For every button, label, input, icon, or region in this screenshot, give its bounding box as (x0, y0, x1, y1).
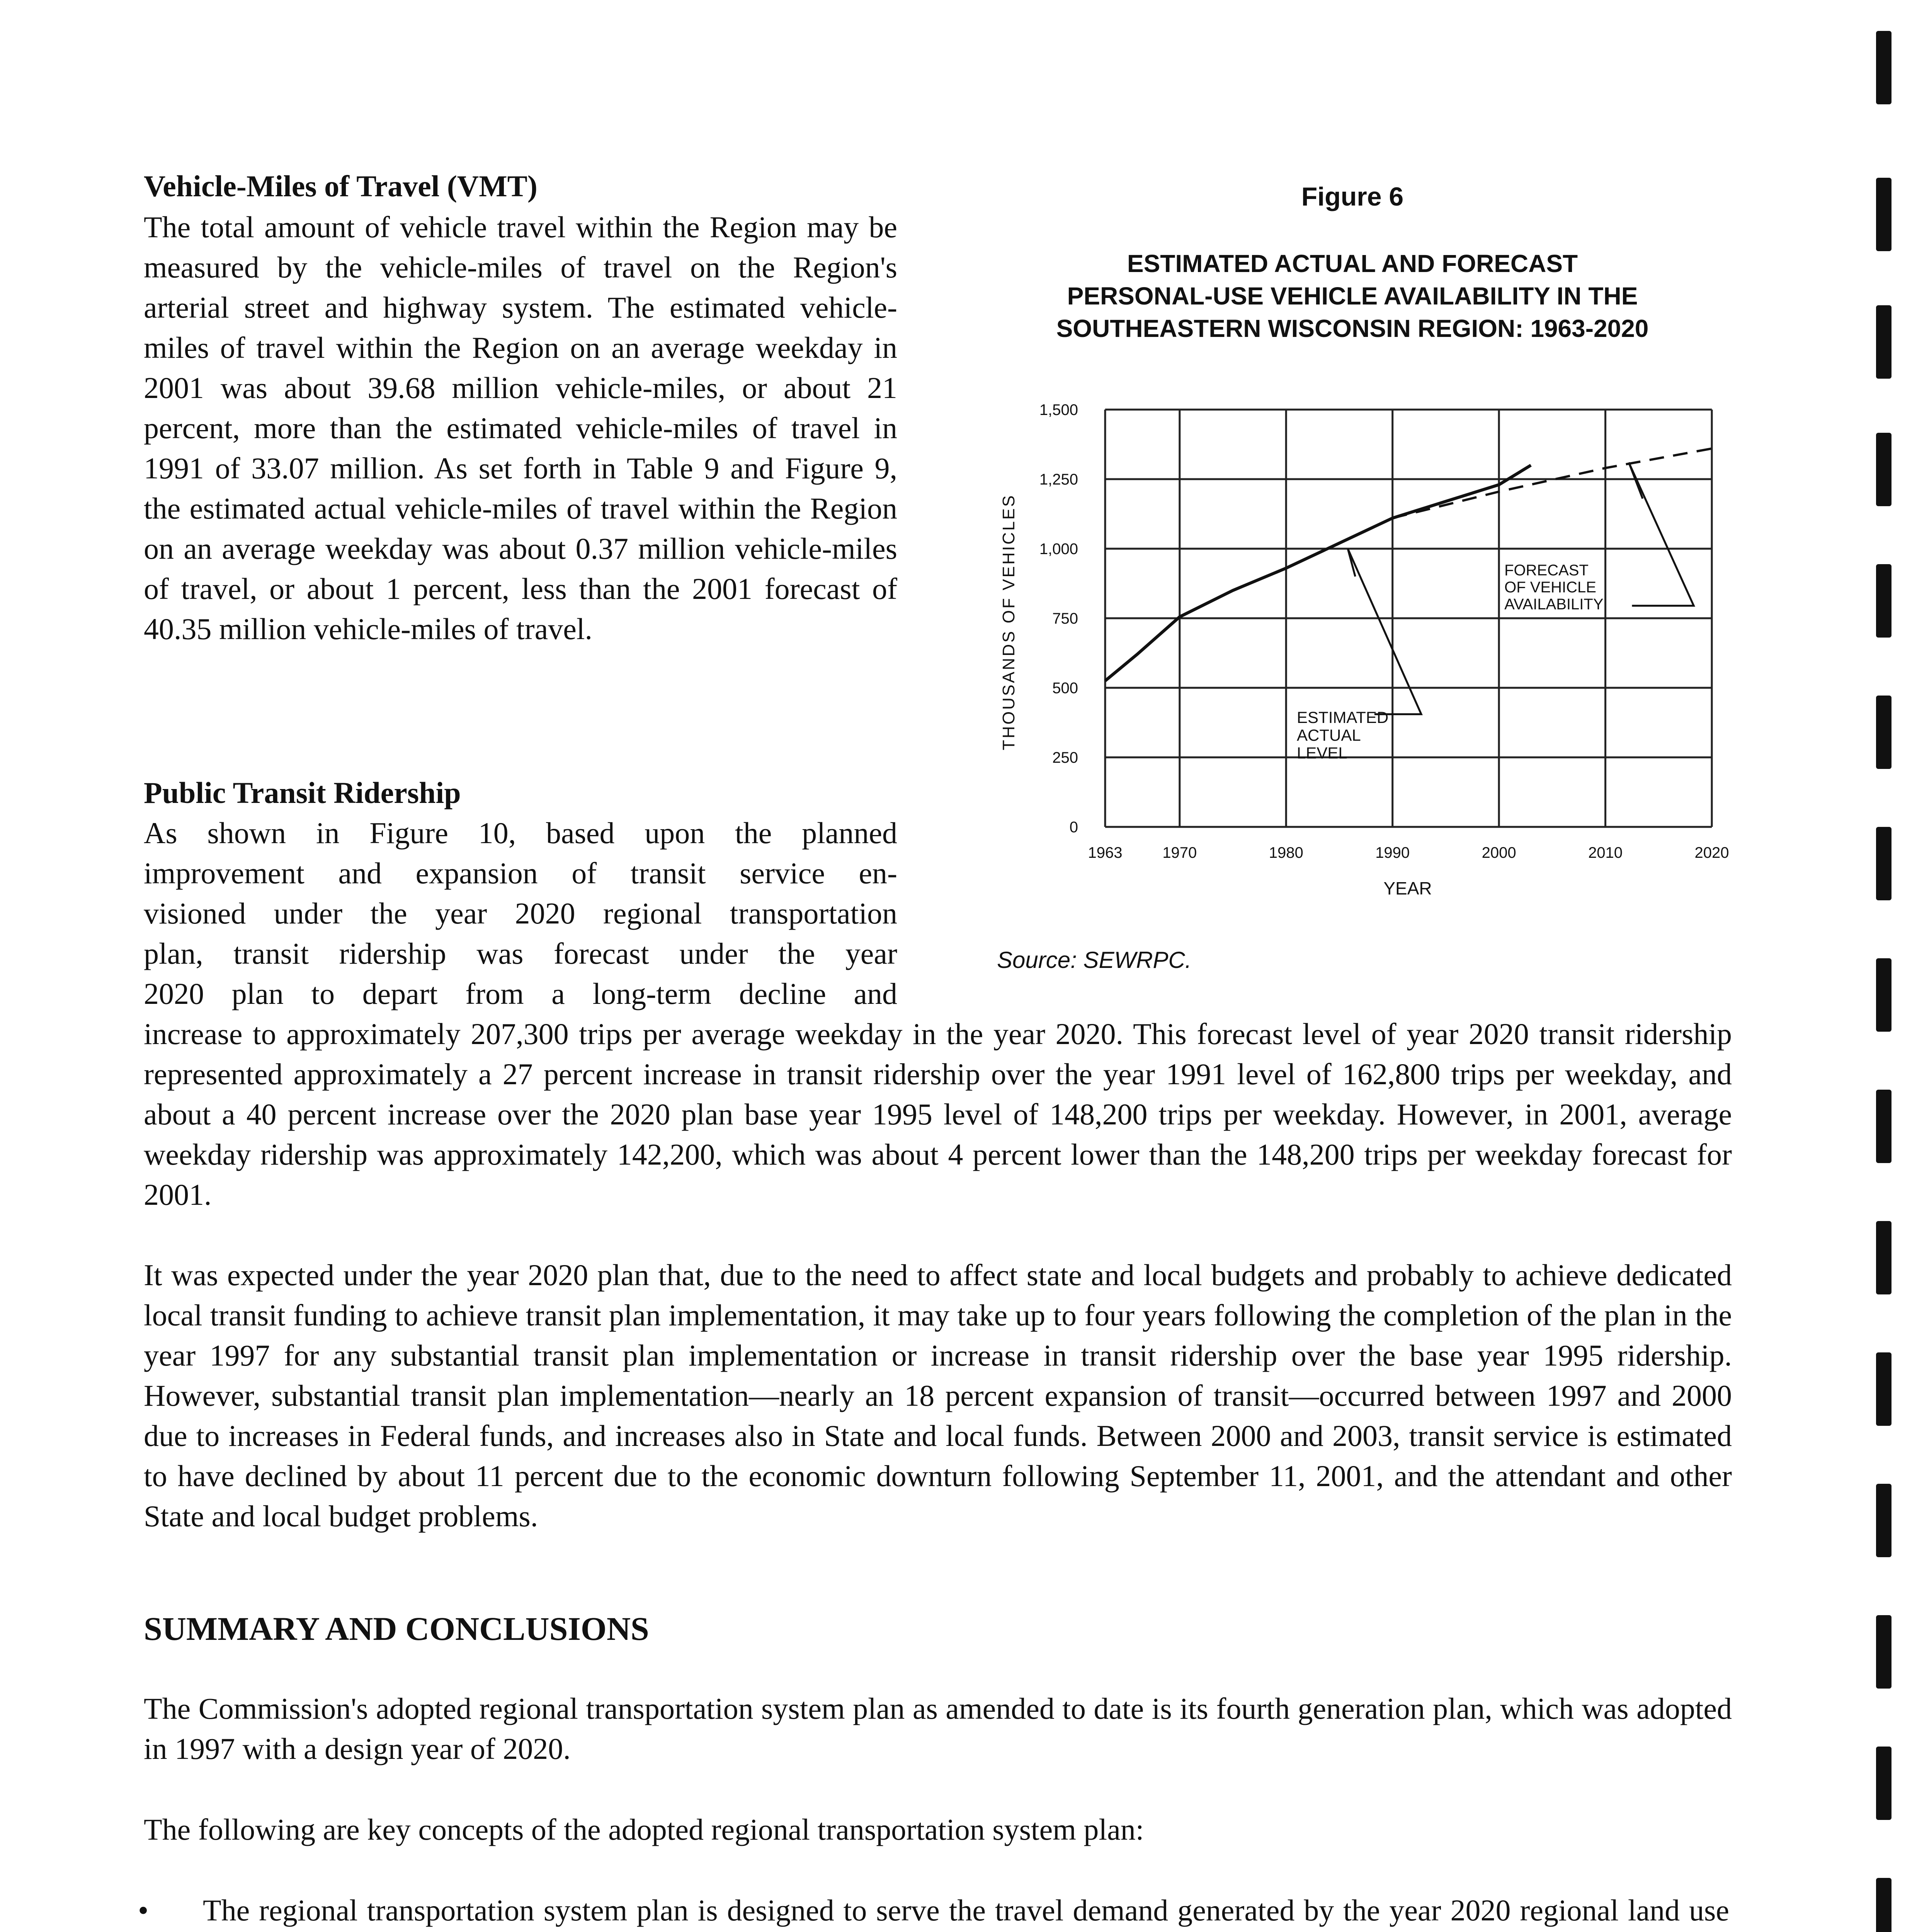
y-tick-label: 1,000 (1039, 541, 1078, 558)
binding-tab (1876, 1352, 1891, 1426)
actual-series-line (1105, 465, 1531, 681)
x-tick-label: 1990 (1375, 844, 1410, 861)
figure-caption-line: SOUTHEASTERN WISCONSIN REGION: 1963-2020 (1056, 315, 1649, 342)
binding-tab (1876, 1878, 1891, 1932)
binding-tab (1876, 696, 1891, 769)
figure-caption-line: PERSONAL-USE VEHICLE AVAILABILITY IN THE (1067, 282, 1638, 310)
x-tick-label: 2020 (1694, 844, 1729, 861)
forecast-series-line (1393, 449, 1712, 518)
binding-tab (1876, 1747, 1891, 1820)
summary-heading: SUMMARY AND CONCLUSIONS (144, 1610, 649, 1647)
bullet-icon: • (138, 1893, 149, 1927)
annotation-label-actual-line: ACTUAL (1297, 726, 1361, 744)
figure-number: Figure 6 (1301, 182, 1404, 211)
y-tick-label: 1,500 (1039, 401, 1078, 418)
bullet-text: The regional transportation system plan is designed to serve the travel demand generated by the year 2020 regional land use (203, 1893, 1729, 1927)
transit-body-line: As shown in Figure 10, based upon the planned (144, 816, 897, 850)
annotation-label-forecast-line: OF VEHICLE (1504, 578, 1596, 596)
binding-tab (1876, 1090, 1891, 1163)
transit-body-continued: increase to approximately 207,300 trips per average weekday in the year 2020. This forecast level of year 2020 transit ridership represented approximately a 27 percent increase in transit ridership over the year 1991 level of 162,800 trips per weekday, and about a 40 percent increase over the 2020 plan base year 1995 level of 148,200 trips per weekday. However, in 2001, average weekday ridership was approximately 142,200, which was about 4 percent lower than the 148,200 trips per weekday forecast for 2001. (144, 1017, 1732, 1211)
y-tick-label: 250 (1052, 749, 1078, 766)
y-tick-label: 1,250 (1039, 471, 1078, 488)
figure-source: Source: SEWRPC. (997, 947, 1192, 973)
x-tick-label: 1980 (1269, 844, 1303, 861)
x-tick-label: 1970 (1162, 844, 1197, 861)
transit-heading: Public Transit Ridership (144, 776, 461, 810)
y-tick-label: 0 (1069, 819, 1078, 836)
summary-paragraph-2: The following are key concepts of the adopted regional transportation system plan: (144, 1813, 1144, 1846)
binding-tab (1876, 1221, 1891, 1294)
binding-tab (1876, 31, 1891, 104)
transit-body-line: plan, transit ridership was forecast under the year (144, 937, 897, 970)
annotation-label-actual-line: ESTIMATED (1297, 708, 1389, 726)
binding-tab (1876, 1615, 1891, 1689)
annotation-leader-forecast (1629, 463, 1694, 606)
x-tick-label: 2010 (1588, 844, 1623, 861)
binding-tab (1876, 1484, 1891, 1557)
x-tick-label: 1963 (1088, 844, 1123, 861)
transit-paragraph-2: It was expected under the year 2020 plan that, due to the need to affect state and local budgets and probably to achieve dedicated local transit funding to achieve transit plan implementation, it may take up to four years following the completion of the plan in the year 1997 for any substantial transit plan implementation or increase in transit ridership over the base year 1995 ridership. However, substantial transit plan implementation—nearly an 18 percent expansion of transit—occurred between 1997 and 2000 due to increases in Federal funds, and increases also in State and local funds. Between 2000 and 2003, transit service is estimated to have declined by about 11 percent due to the economic downturn following September 11, 2001, and the attendant and other State and local budget problems. (144, 1258, 1732, 1533)
transit-body-line: improvement and expansion of transit service en- (144, 856, 897, 890)
figure-caption-line: ESTIMATED ACTUAL AND FORECAST (1127, 250, 1578, 277)
binding-tab (1876, 305, 1891, 379)
chart-series (1105, 449, 1712, 681)
annotation-label-forecast-line: FORECAST (1504, 561, 1589, 579)
transit-body-line: 2020 plan to depart from a long-term decline and (144, 977, 897, 1010)
transit-body-line: visioned under the year 2020 regional transportation (144, 896, 897, 930)
annotation-label-forecast-line: AVAILABILITY (1504, 595, 1604, 613)
binding-tab (1876, 564, 1891, 638)
x-tick-label: 2000 (1482, 844, 1516, 861)
y-tick-label: 500 (1052, 680, 1078, 697)
vmt-body: The total amount of vehicle travel within the Region may be measured by the vehicle-miles of travel on the Region's arterial street and highway system. The estimated vehicle-miles of travel within the Region on an average weekday in 2001 was about 39.68 million vehicle-miles, or about 21 percent, more than the estimated vehicle-miles of travel in 1991 of 33.07 million. As set forth in Table 9 and Figure 9, the estimated actual vehicle-miles of travel within the Region on an average weekday was about 0.37 million vehicle-miles of travel, or about 1 percent, less than the 2001 forecast of 40.35 million vehicle-miles of travel. (144, 210, 897, 646)
summary-paragraph-1: The Commission's adopted regional transportation system plan as amended to date is its fourth generation plan, which was adopted in 1997 with a design year of 2020. (144, 1692, 1732, 1765)
binding-tab (1876, 433, 1891, 506)
annotation-leader-actual (1348, 549, 1421, 714)
chart-annotations (1297, 463, 1694, 762)
binding-tab (1876, 827, 1891, 900)
y-axis-label: THOUSANDS OF VEHICLES (999, 494, 1018, 750)
binding-tab (1876, 958, 1891, 1032)
x-axis-label: YEAR (1383, 878, 1432, 898)
y-tick-label: 750 (1052, 610, 1078, 627)
chart-grid (1105, 410, 1712, 827)
annotation-leader-forecast-inner (1629, 463, 1643, 499)
binding-tab (1876, 178, 1891, 251)
annotation-label-actual-line: LEVEL (1297, 743, 1347, 762)
vmt-heading: Vehicle-Miles of Travel (VMT) (144, 169, 538, 203)
